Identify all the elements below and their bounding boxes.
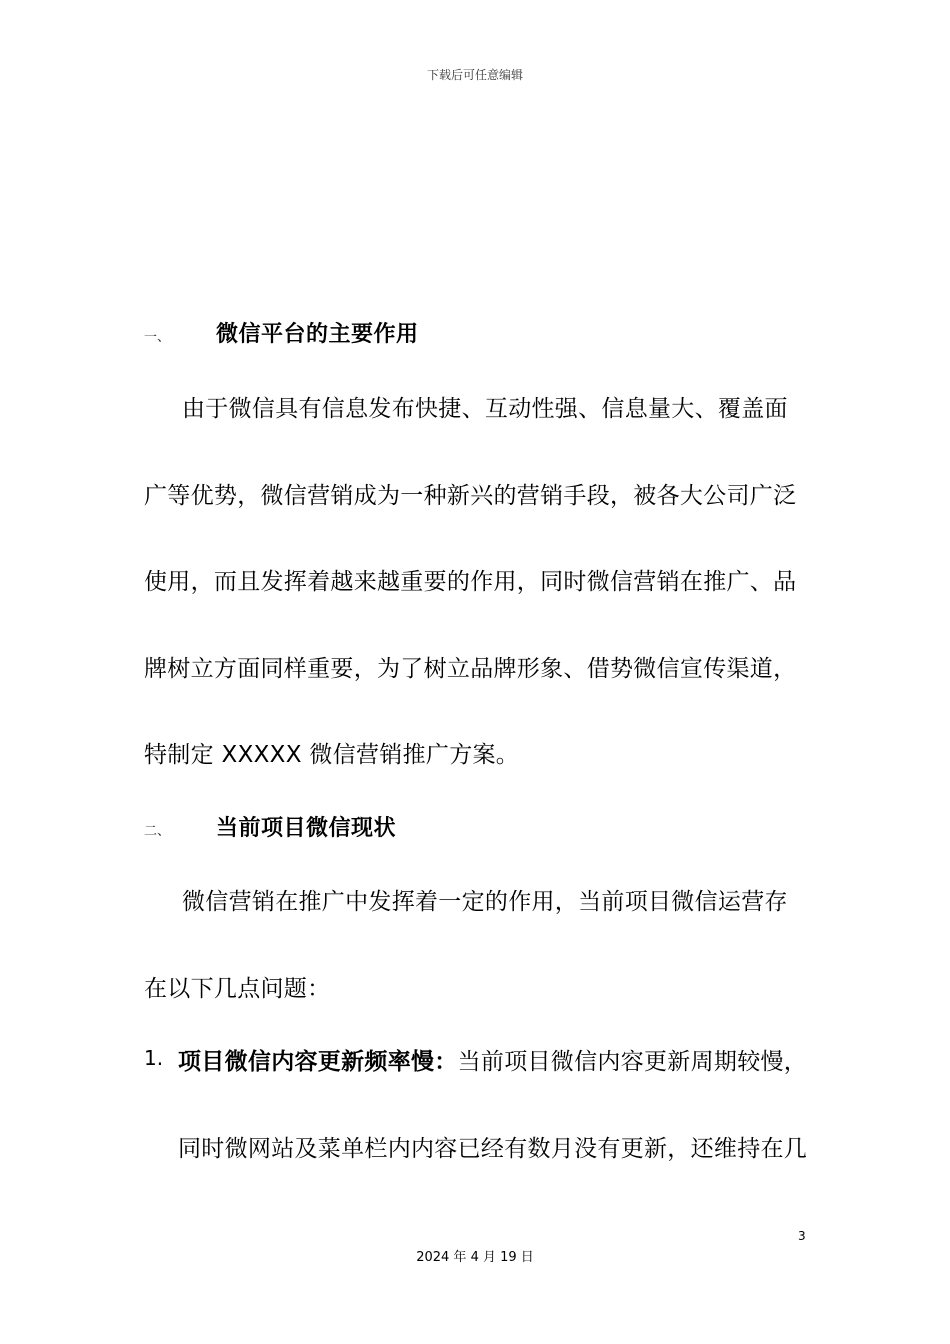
paragraph-line: 在以下几点问题： [144, 976, 331, 1002]
section-number: 一、 [144, 330, 171, 345]
header-note: 下载后可任意编辑 [426, 68, 523, 82]
list-item-continuation: 同时微网站及菜单栏内内容已经有数月没有更新，还维持在几 [178, 1136, 808, 1162]
paragraph-line: 牌树立方面同样重要，为了树立品牌形象、借势微信宣传渠道， [144, 656, 797, 682]
paragraph-line: 特制定 XXXXX 微信营销推广方案。 [144, 742, 520, 768]
footer-date: 2024 年 4 月 19 日 [416, 1250, 534, 1265]
list-item [178, 1043, 807, 1076]
paragraph-line: 微信营销在推广中发挥着一定的作用，当前项目微信运营存 [182, 889, 788, 915]
section-number: 二、 [144, 824, 171, 839]
paragraph-line: 由于微信具有信息发布快捷、互动性强、信息量大、覆盖面 [182, 396, 788, 422]
section-title: 当前项目微信现状 [216, 816, 397, 841]
list-item-text: 当前项目微信内容更新周期较慢， [457, 1049, 808, 1075]
paragraph-line: 使用，而且发挥着越来越重要的作用，同时微信营销在推广、品 [144, 569, 797, 595]
section-title: 微信平台的主要作用 [216, 322, 419, 347]
list-item-label: 项目微信内容更新频率慢： [178, 1049, 458, 1075]
paragraph-line: 广等优势，微信营销成为一种新兴的营销手段，被各大公司广泛 [144, 483, 797, 509]
list-item-number: 1. [144, 1046, 164, 1070]
page-number: 3 [798, 1229, 806, 1243]
